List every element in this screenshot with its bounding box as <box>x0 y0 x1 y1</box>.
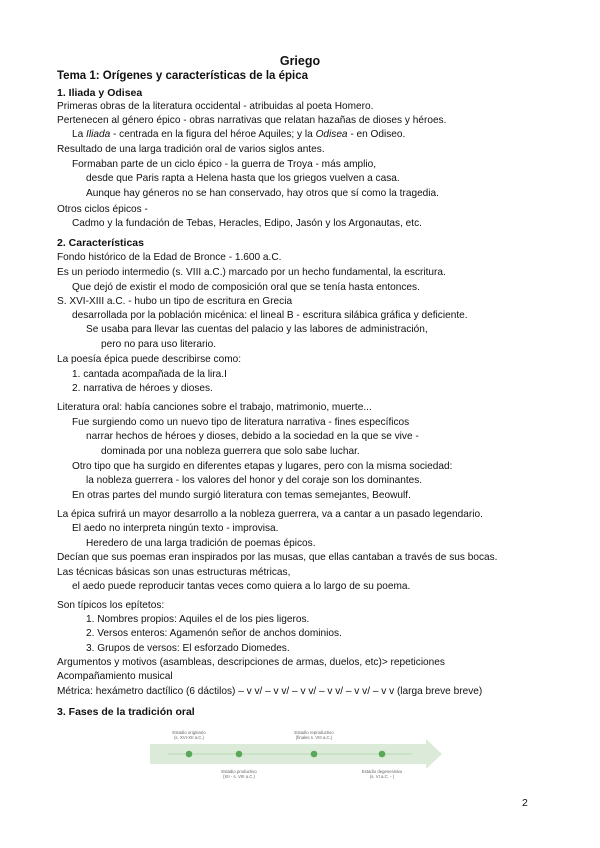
text-line: desarrollada por la población micénica: el lineal B - escritura silábica gráfica y deficiente. <box>72 310 468 321</box>
text-line: El aedo no interpreta ningún texto - improvisa. <box>72 523 279 534</box>
text-line: Métrica: hexámetro dactílico (6 dáctilos) – v v/ – v v/ – v v/ – v v/ – v v/ – v v (larga breve breve) <box>57 686 483 697</box>
page-number: 2 <box>522 797 528 809</box>
book-title-iliad: Iliada <box>86 129 111 140</box>
stage-date: (s. VI a.C. - ) <box>369 774 395 779</box>
list-item: 2. narrativa de héroes y dioses. <box>72 383 213 394</box>
oral-tradition-timeline <box>150 728 442 780</box>
timeline-dot <box>379 751 386 758</box>
text-line: La épica sufrirá un mayor desarrollo a la nobleza guerrera, va a cantar a un pasado legendario. <box>57 509 483 520</box>
text-line: el aedo puede reproducir tantas veces como quiera a lo largo de su poema. <box>72 581 411 592</box>
stage-date: (XII - s. VIII a.C.) <box>223 774 255 779</box>
timeline-dot <box>311 751 318 758</box>
text-line: pero no para uso literario. <box>101 339 217 350</box>
text-line: La poesía épica puede describirse como: <box>57 354 242 365</box>
text-line: Aunque hay géneros no se han conservado, hay otros que sí como la tragedia. <box>86 188 439 199</box>
list-item: 2. Versos enteros: Agamenón señor de anchos dominios. <box>86 628 342 639</box>
stage-label: Estadio reproductivo <box>294 730 334 735</box>
text-line: Formaban parte de un ciclo épico - la guerra de Troya - más amplio, <box>72 159 377 170</box>
text-line: Las técnicas básicas son unas estructuras métricas, <box>57 567 291 578</box>
section-heading-2: 2. Características <box>57 237 144 249</box>
text-line: En otras partes del mundo surgió literatura con temas semejantes, Beowulf. <box>72 490 411 501</box>
stage-label: Estadio productivo <box>221 769 257 774</box>
text-line: desde que Paris rapta a Helena hasta que los griegos vuelven a casa. <box>86 173 400 184</box>
timeline-dot <box>186 751 193 758</box>
page-title: Griego <box>279 54 321 68</box>
text-line: Argumentos y motivos (asambleas, descripciones de armas, duelos, etc)> repeticiones <box>57 657 445 668</box>
text-line: Pertenecen al género épico - obras narrativas que relatan hazañas de dioses y héroes. <box>57 115 447 126</box>
section-heading-1: 1. Iliada y Odisea <box>57 87 143 99</box>
stage-label: Estadio degenerativo <box>361 769 403 774</box>
text-line: Fue surgiendo como un nuevo tipo de literatura narrativa - fines específicos <box>72 417 410 428</box>
text-line: Heredero de una larga tradición de poemas épicos. <box>86 538 316 549</box>
text-line: Decían que sus poemas eran inspirados por las musas, que ellas cantaban a través de sus bocas. <box>57 552 498 563</box>
text-line: Es un periodo intermedio (s. VIII a.C.) marcado por un hecho fundamental, la escritura. <box>57 267 446 278</box>
text-line: Son típicos los epítetos: <box>57 600 165 611</box>
text-line: Resultado de una larga tradición oral de varios siglos antes. <box>57 144 325 155</box>
stage-date: (s. XVI-XII a.C.) <box>173 735 205 740</box>
list-item: 1. Nombres propios: Aquiles el de los pies ligeros. <box>86 614 310 625</box>
text-line: narrar hechos de héroes y dioses, debido a la sociedad en la que se vive - <box>86 431 419 442</box>
text-line: S. XVI-XIII a.C. - hubo un tipo de escritura en Grecia <box>57 296 293 307</box>
topic-heading: Tema 1: Orígenes y características de la épica <box>57 70 309 82</box>
timeline-dot <box>236 751 243 758</box>
list-item: 3. Grupos de versos: El esforzado Diomedes. <box>86 643 290 654</box>
text-line: Se usaba para llevar las cuentas del palacio y las labores de administración, <box>86 324 428 335</box>
stage-date: (finales s. VIII a.C.) <box>295 735 333 740</box>
text-line: Que dejó de existir el modo de composición oral que se tenía hasta entonces. <box>72 282 420 293</box>
text-line: Otros ciclos épicos - <box>57 204 148 215</box>
list-item: 1. cantada acompañada de la lira.I <box>72 369 227 380</box>
text-line: Literatura oral: había canciones sobre el trabajo, matrimonio, muerte... <box>57 402 372 413</box>
text-line: dominada por una nobleza guerrera que solo sabe luchar. <box>101 446 360 457</box>
text-line: La Iliada - centrada en la figura del héroe Aquiles; y la Odisea - en Odiseo. <box>72 129 406 140</box>
book-title-odyssey: Odisea <box>315 129 348 140</box>
section-heading-3: 3. Fases de la tradición oral <box>57 706 195 718</box>
text-line: la nobleza guerrera - los valores del honor y del coraje son los dominantes. <box>86 475 423 486</box>
text-line: Otro tipo que ha surgido en diferentes etapas y lugares, pero con la misma sociedad: <box>72 461 453 472</box>
text-line: Acompañamiento musical <box>57 671 173 682</box>
text-line: Cadmo y la fundación de Tebas, Heracles, Edipo, Jasón y los Argonautas, etc. <box>72 218 422 229</box>
text-line: Primeras obras de la literatura occidental - atribuidas al poeta Homero. <box>57 101 374 112</box>
text-line: Fondo histórico de la Edad de Bronce - 1.600 a.C. <box>57 252 282 263</box>
stage-label: Estadio originario <box>172 730 206 735</box>
